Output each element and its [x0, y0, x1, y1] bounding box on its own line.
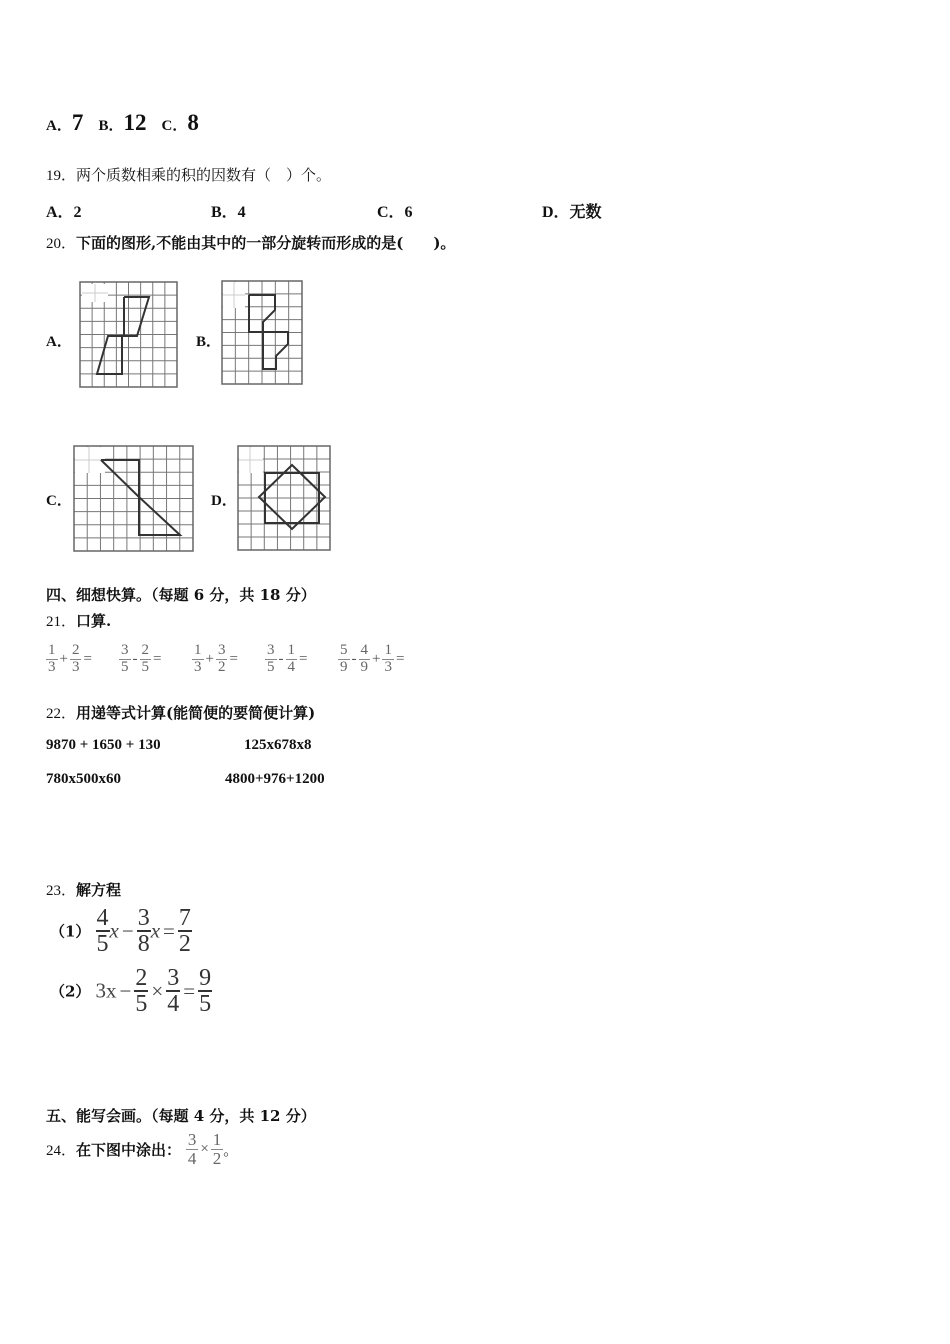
- q21-e4-op: -: [278, 650, 284, 667]
- q21-e2-eq: =: [153, 650, 162, 667]
- q21-e1-d1: 3: [48, 658, 56, 675]
- q18-option-a-label: A．: [46, 118, 72, 134]
- q20-text: 下面的图形,不能由其中的一部分旋转而形成的是( )。: [76, 234, 456, 252]
- q21-stem: [46, 610, 111, 631]
- q23-eq2-lead: 3x: [95, 978, 117, 1003]
- q19-number: 19．: [46, 168, 77, 184]
- q22-expr-3: 780x500x60: [46, 771, 121, 787]
- q21-e4-eq: =: [299, 650, 308, 667]
- q21-e5-n1: 5: [340, 642, 348, 658]
- q23-eq2-a-d: 5: [135, 991, 148, 1017]
- q21-e3-eq: =: [229, 650, 238, 667]
- q24-frac2-d: 2: [212, 1148, 222, 1168]
- q20-figure-b: [221, 280, 304, 386]
- q23-eq2-b-d: 4: [167, 991, 180, 1017]
- q23-number: 23．: [46, 883, 77, 899]
- q24-times: ×: [200, 1140, 209, 1157]
- q21-e5-n3: 1: [384, 642, 392, 658]
- q24-frac2-n: 1: [212, 1130, 222, 1149]
- q21-e1-n1: 1: [48, 642, 56, 658]
- q23-eq2-times: ×: [151, 978, 164, 1003]
- q21-e3-d1: 3: [194, 658, 202, 675]
- q18-option-c-value: 8: [187, 110, 199, 135]
- q19-stem: [46, 164, 331, 185]
- q23-eq1-c-d: 2: [178, 931, 191, 957]
- q20-number: 20．: [46, 236, 77, 252]
- q24-stem: [46, 1131, 238, 1168]
- q23-eq2-b-n: 3: [167, 965, 180, 991]
- q21-e5-n2: 4: [360, 642, 368, 658]
- q21-e3-n1: 1: [194, 642, 202, 658]
- q21-e1-n2: 2: [71, 642, 80, 658]
- q21-expression-1: [46, 643, 94, 676]
- q21-expression-4: [265, 643, 309, 676]
- q23-eq2-minus: −: [119, 978, 132, 1003]
- q19-option-d: D．无数: [542, 204, 602, 221]
- q23-eq1-b-d: 8: [137, 931, 150, 957]
- q23-eq1-x2: x: [150, 918, 161, 943]
- q23-text: 解方程: [76, 881, 122, 899]
- q22-number: 22．: [46, 706, 77, 722]
- q18-option-b-value: 12: [123, 110, 147, 135]
- q21-e3-d2: 2: [217, 658, 226, 675]
- q23-eq1-c-n: 7: [178, 905, 191, 931]
- q21-e2-n2: 2: [141, 642, 149, 658]
- q23-equation-2: [50, 966, 212, 1016]
- q19-option-b: B．4: [211, 204, 246, 221]
- q23-eq1-b-n: 3: [137, 905, 150, 931]
- q20-label-a: A．: [46, 334, 72, 350]
- q21-e5-op1: -: [351, 650, 357, 667]
- q18-option-c-label: C．: [161, 118, 188, 134]
- q19-option-c: C．6: [377, 204, 413, 221]
- q23-stem: [46, 879, 121, 900]
- q21-e1-eq: =: [83, 650, 92, 667]
- q21-e1-d2: 3: [71, 658, 80, 675]
- q21-e2-d1: 5: [121, 658, 129, 675]
- q20-label-b: B．: [196, 334, 222, 350]
- q21-e1-op: +: [59, 650, 68, 667]
- q24-text: 在下图中涂出：: [76, 1140, 182, 1159]
- q21-e4-n2: 1: [287, 642, 295, 658]
- q21-e5-eq: =: [395, 650, 405, 667]
- q23-equation-1: [50, 906, 192, 956]
- q22-expr-2: 125x678x8: [244, 737, 312, 753]
- q21-e4-n1: 3: [267, 642, 275, 658]
- q24-frac1-n: 3: [187, 1130, 197, 1149]
- q21-e4-d1: 5: [267, 658, 275, 675]
- q22-stem: [46, 702, 315, 723]
- q21-e3-op: +: [205, 650, 214, 667]
- q21-expression-5: [338, 643, 406, 676]
- q24-end: 。: [223, 1140, 239, 1159]
- q21-e4-d2: 4: [287, 658, 295, 675]
- q20-label-d: D．: [211, 493, 237, 509]
- q21-e2-op: -: [132, 650, 138, 667]
- q21-expression-3: [192, 643, 240, 676]
- q23-eq1-a-d: 5: [96, 931, 109, 957]
- q23-eq1-label: （1）: [50, 922, 91, 941]
- q21-e5-d1: 9: [340, 658, 348, 675]
- q22-text: 用递等式计算(能简便的要简便计算): [76, 704, 316, 722]
- q20-figure-d: [237, 445, 332, 553]
- q23-eq1-minus: −: [121, 918, 134, 943]
- q20-label-c: C．: [46, 493, 72, 509]
- q21-text: 口算.: [76, 612, 112, 630]
- q18-options: [46, 110, 199, 136]
- q20-stem: [46, 232, 455, 253]
- q23-eq2-label: （2）: [50, 982, 91, 1001]
- q23-eq2-a-n: 2: [135, 965, 148, 991]
- q23-eq2-c-d: 5: [199, 991, 212, 1017]
- q19-option-a: A．2: [46, 204, 82, 221]
- q22-expr-1: 9870 + 1650 + 130: [46, 737, 161, 753]
- q23-eq1-a-n: 4: [96, 905, 109, 931]
- q21-e5-op2: +: [372, 650, 381, 667]
- section5-title: 五、能写会画。（每题 4 分，共 12 分）: [46, 1107, 316, 1125]
- q19-text: 两个质数相乘的积的因数有（ ）个。: [76, 166, 332, 184]
- q21-e5-d3: 3: [384, 658, 392, 675]
- q24-frac1-d: 4: [187, 1148, 197, 1168]
- q22-expr-4: 4800+976+1200: [225, 771, 325, 787]
- q23-eq2-eq: =: [183, 978, 196, 1003]
- q23-eq1-x: x: [109, 918, 119, 943]
- q20-figure-a: [78, 280, 180, 390]
- q18-option-a-value: 7: [71, 110, 84, 135]
- q21-e5-d2: 9: [360, 658, 368, 675]
- q21-e3-n2: 3: [217, 642, 226, 658]
- q21-number: 21．: [46, 614, 77, 630]
- q21-expression-2: [119, 643, 163, 676]
- q20-figure-d-diamond: [259, 465, 325, 529]
- q24-number: 24．: [46, 1142, 77, 1159]
- q20-figure-c: [73, 445, 195, 553]
- q23-eq2-c-n: 9: [199, 965, 212, 991]
- q21-e2-n1: 3: [121, 642, 129, 658]
- q21-e2-d2: 5: [141, 658, 149, 675]
- section4-title: 四、细想快算。（每题 6 分，共 18 分）: [46, 586, 316, 604]
- q23-eq1-eq: =: [163, 918, 175, 943]
- q18-option-b-label: B．: [98, 118, 124, 134]
